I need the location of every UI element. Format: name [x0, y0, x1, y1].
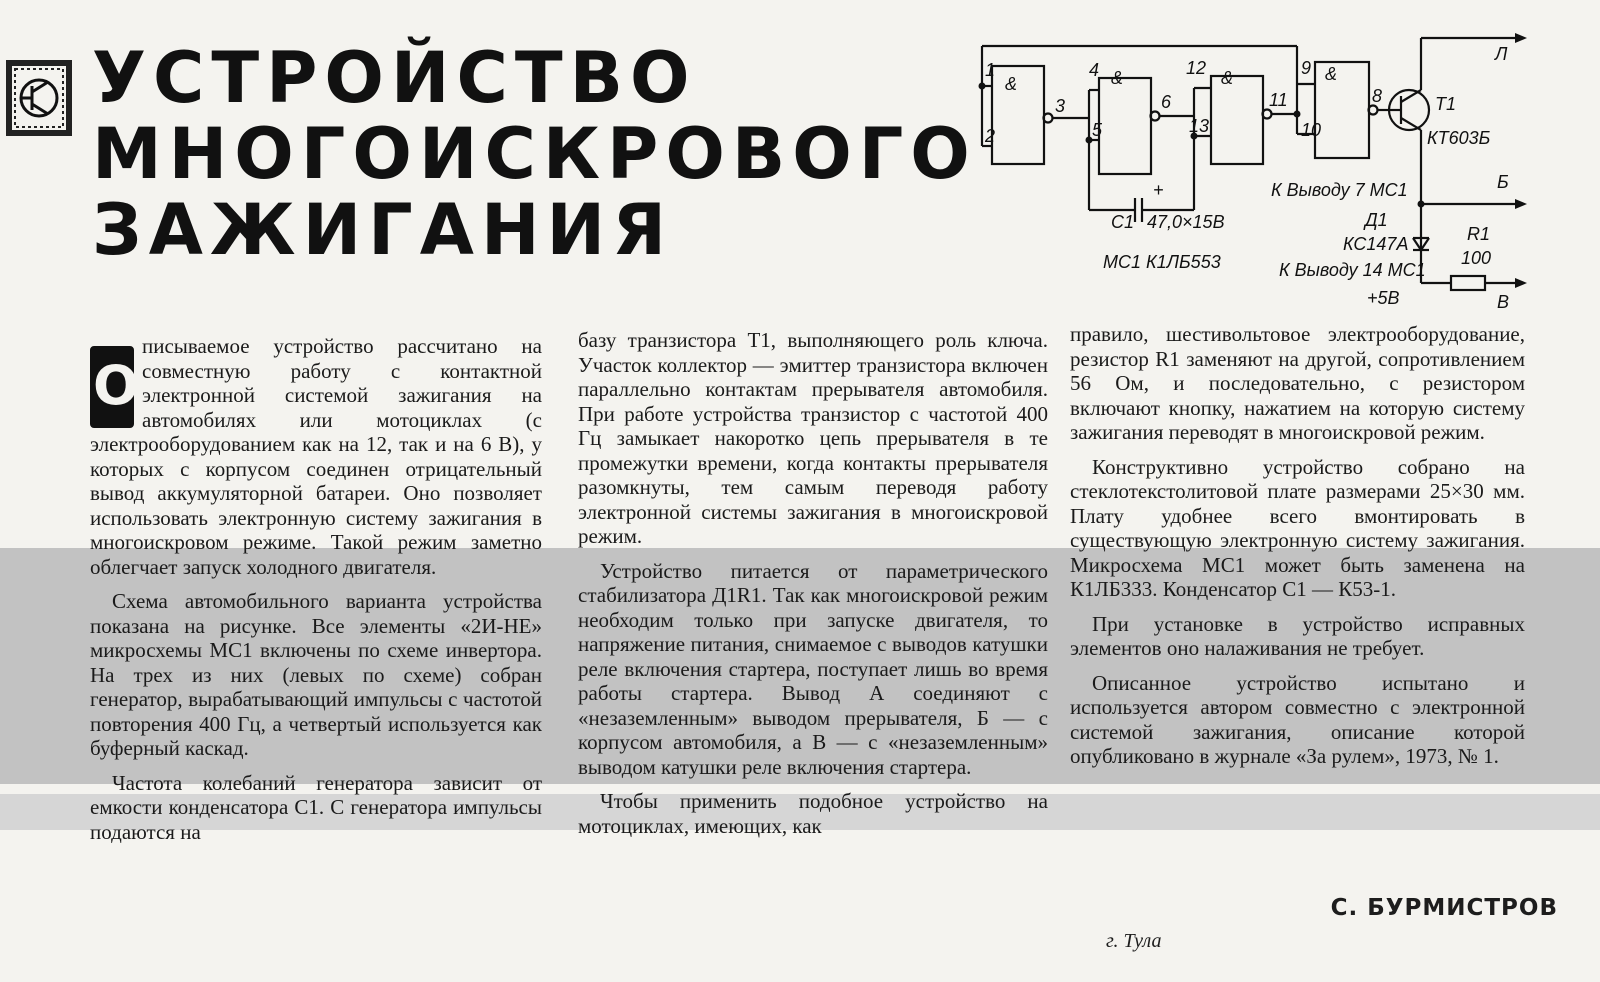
- cap-ref: С1: [1111, 212, 1135, 232]
- pin-5: 5: [1092, 120, 1103, 140]
- transistor-ref: T1: [1435, 94, 1457, 114]
- gate-symbol-3: &: [1221, 68, 1234, 88]
- title-line-2: МНОГОИСКРОВОГО: [92, 113, 977, 195]
- article-column-3: [1070, 322, 1525, 769]
- transistor-type: КТ603Б: [1427, 128, 1491, 148]
- pin-2: 2: [985, 126, 996, 146]
- pin-11: 11: [1269, 90, 1288, 110]
- article-column-2: [578, 328, 1048, 838]
- gate-symbol-2: &: [1111, 68, 1124, 88]
- resistor-ref: R1: [1467, 224, 1491, 244]
- cap-value: 47,0×15В: [1147, 212, 1225, 232]
- title-line-3: ЗАЖИГАНИЯ: [92, 189, 674, 271]
- terminal-a: Л: [1495, 44, 1508, 64]
- paragraph: Схема автомобильного варианта устройства показана на рисунке. Все элементы «2И-НЕ» микросхемы МС1 включены по схеме инвертора. На трех из них (левых по схеме) собран генератор, вырабатывающий импульсы с частотой повторения 400 Гц, а четвертый используется как буферный каскад.: [90, 589, 542, 760]
- cap-polarity: +: [1153, 180, 1164, 200]
- pin14-label: К Выводу 14 МС1: [1279, 260, 1426, 280]
- author-name: С. БУРМИСТРОВ: [1330, 895, 1558, 921]
- paragraph: Конструктивно устройство собрано на стеклотекстолитовой плате размерами 25×30 мм. Плату удобнее всего вмонтировать в существующую электронную систему зажигания. Микросхема МС1 может быть заменена на К1ЛБ333. Конденсатор С1 — К53-1.: [1070, 454, 1525, 601]
- pin-12: 12: [1186, 58, 1207, 78]
- pin-4: 4: [1089, 60, 1100, 80]
- paragraph: правило, шестивольтовое электрооборудование, резистор R1 заменяют на другой, сопротивлением 56 Ом, и последовательно, с резистором включают кнопку, нажатием на которую систему зажигания переводят в многоискровой режим.: [1070, 322, 1525, 444]
- paragraph: Частота колебаний генератора зависит от емкости конденсатора С1. С генератора импульсы подаются на: [90, 770, 542, 844]
- power-label: +5В: [1367, 288, 1400, 308]
- title-line-1: УСТРОЙСТВО: [92, 37, 697, 119]
- author-city: г. Тула: [1106, 930, 1162, 952]
- pin-8: 8: [1372, 86, 1383, 106]
- paragraph: базу транзистора Т1, выполняющего роль ключа. Участок коллектор — эмиттер транзистора включен параллельно контактам прерывателя автомобиля. При работе устройства транзистор с частотой 400 Гц замыкает накоротко цепь прерывателя в те промежутки времени, когда контакты прерывателя разомкнуты, тем самым переводя работу электронной системы зажигания в многоискровой режим.: [578, 328, 1048, 548]
- paragraph: Описанное устройство испытано и используется автором совместно с электронной системой зажигания, описание которой опубликовано в журнале «За рулем», 1973, № 1.: [1070, 670, 1525, 768]
- paragraph: Устройство питается от параметрического стабилизатора Д1R1. Так как многоискровой режим необходим только при запуске двигателя, то напряжение питания, снимаемое с выводов катушки реле включения стартера, поступает лишь во время работы стартера. Вывод А соединяют с «незаземленным» выводом прерывателя, Б — с корпусом автомобиля, а В — с «незаземленным» выводом катушки реле включения стартера.: [578, 558, 1048, 779]
- paragraph-text: писываемое устройство рассчитано на совместную работу с контактной электронной системой зажигания на автомобилях или мотоциклах (с электрооборудованием как на 12, так и на 6 В), у которых с корпусом соединен отрицательный вывод аккумуляторной батареи. Оно позволяет использовать электронную систему зажигания в многоискровом режиме. Такой режим заметно облегчает запуск холодного двигателя.: [90, 334, 542, 579]
- pin-6: 6: [1161, 92, 1172, 112]
- article-title: [92, 37, 977, 271]
- pin-9: 9: [1301, 58, 1312, 78]
- transistor-emblem-icon: [4, 58, 74, 138]
- pin-10: 10: [1301, 120, 1322, 140]
- paragraph: Чтобы применить подобное устройство на мотоциклах, имеющих, как: [578, 789, 1048, 838]
- paragraph: [90, 334, 542, 579]
- diode-type: КС147А: [1343, 234, 1409, 254]
- chip-label: МС1 К1ЛБ553: [1103, 252, 1221, 272]
- terminal-b: Б: [1497, 172, 1509, 192]
- drop-cap: О: [90, 346, 134, 428]
- pin-1: 1: [985, 60, 996, 80]
- gate-symbol-4: &: [1325, 64, 1338, 84]
- pin-3: 3: [1055, 96, 1066, 116]
- circuit-diagram: [975, 28, 1550, 318]
- paragraph: При установке в устройство исправных элементов оно налаживания не требует.: [1070, 611, 1525, 660]
- terminal-v: В: [1497, 292, 1510, 312]
- pin7-label: К Выводу 7 МС1: [1271, 180, 1408, 200]
- resistor-value: 100: [1461, 248, 1492, 268]
- pin-13: 13: [1189, 116, 1210, 136]
- diode-ref: Д1: [1365, 210, 1388, 230]
- gate-symbol-1: &: [1005, 74, 1018, 94]
- article-column-1: [90, 334, 542, 844]
